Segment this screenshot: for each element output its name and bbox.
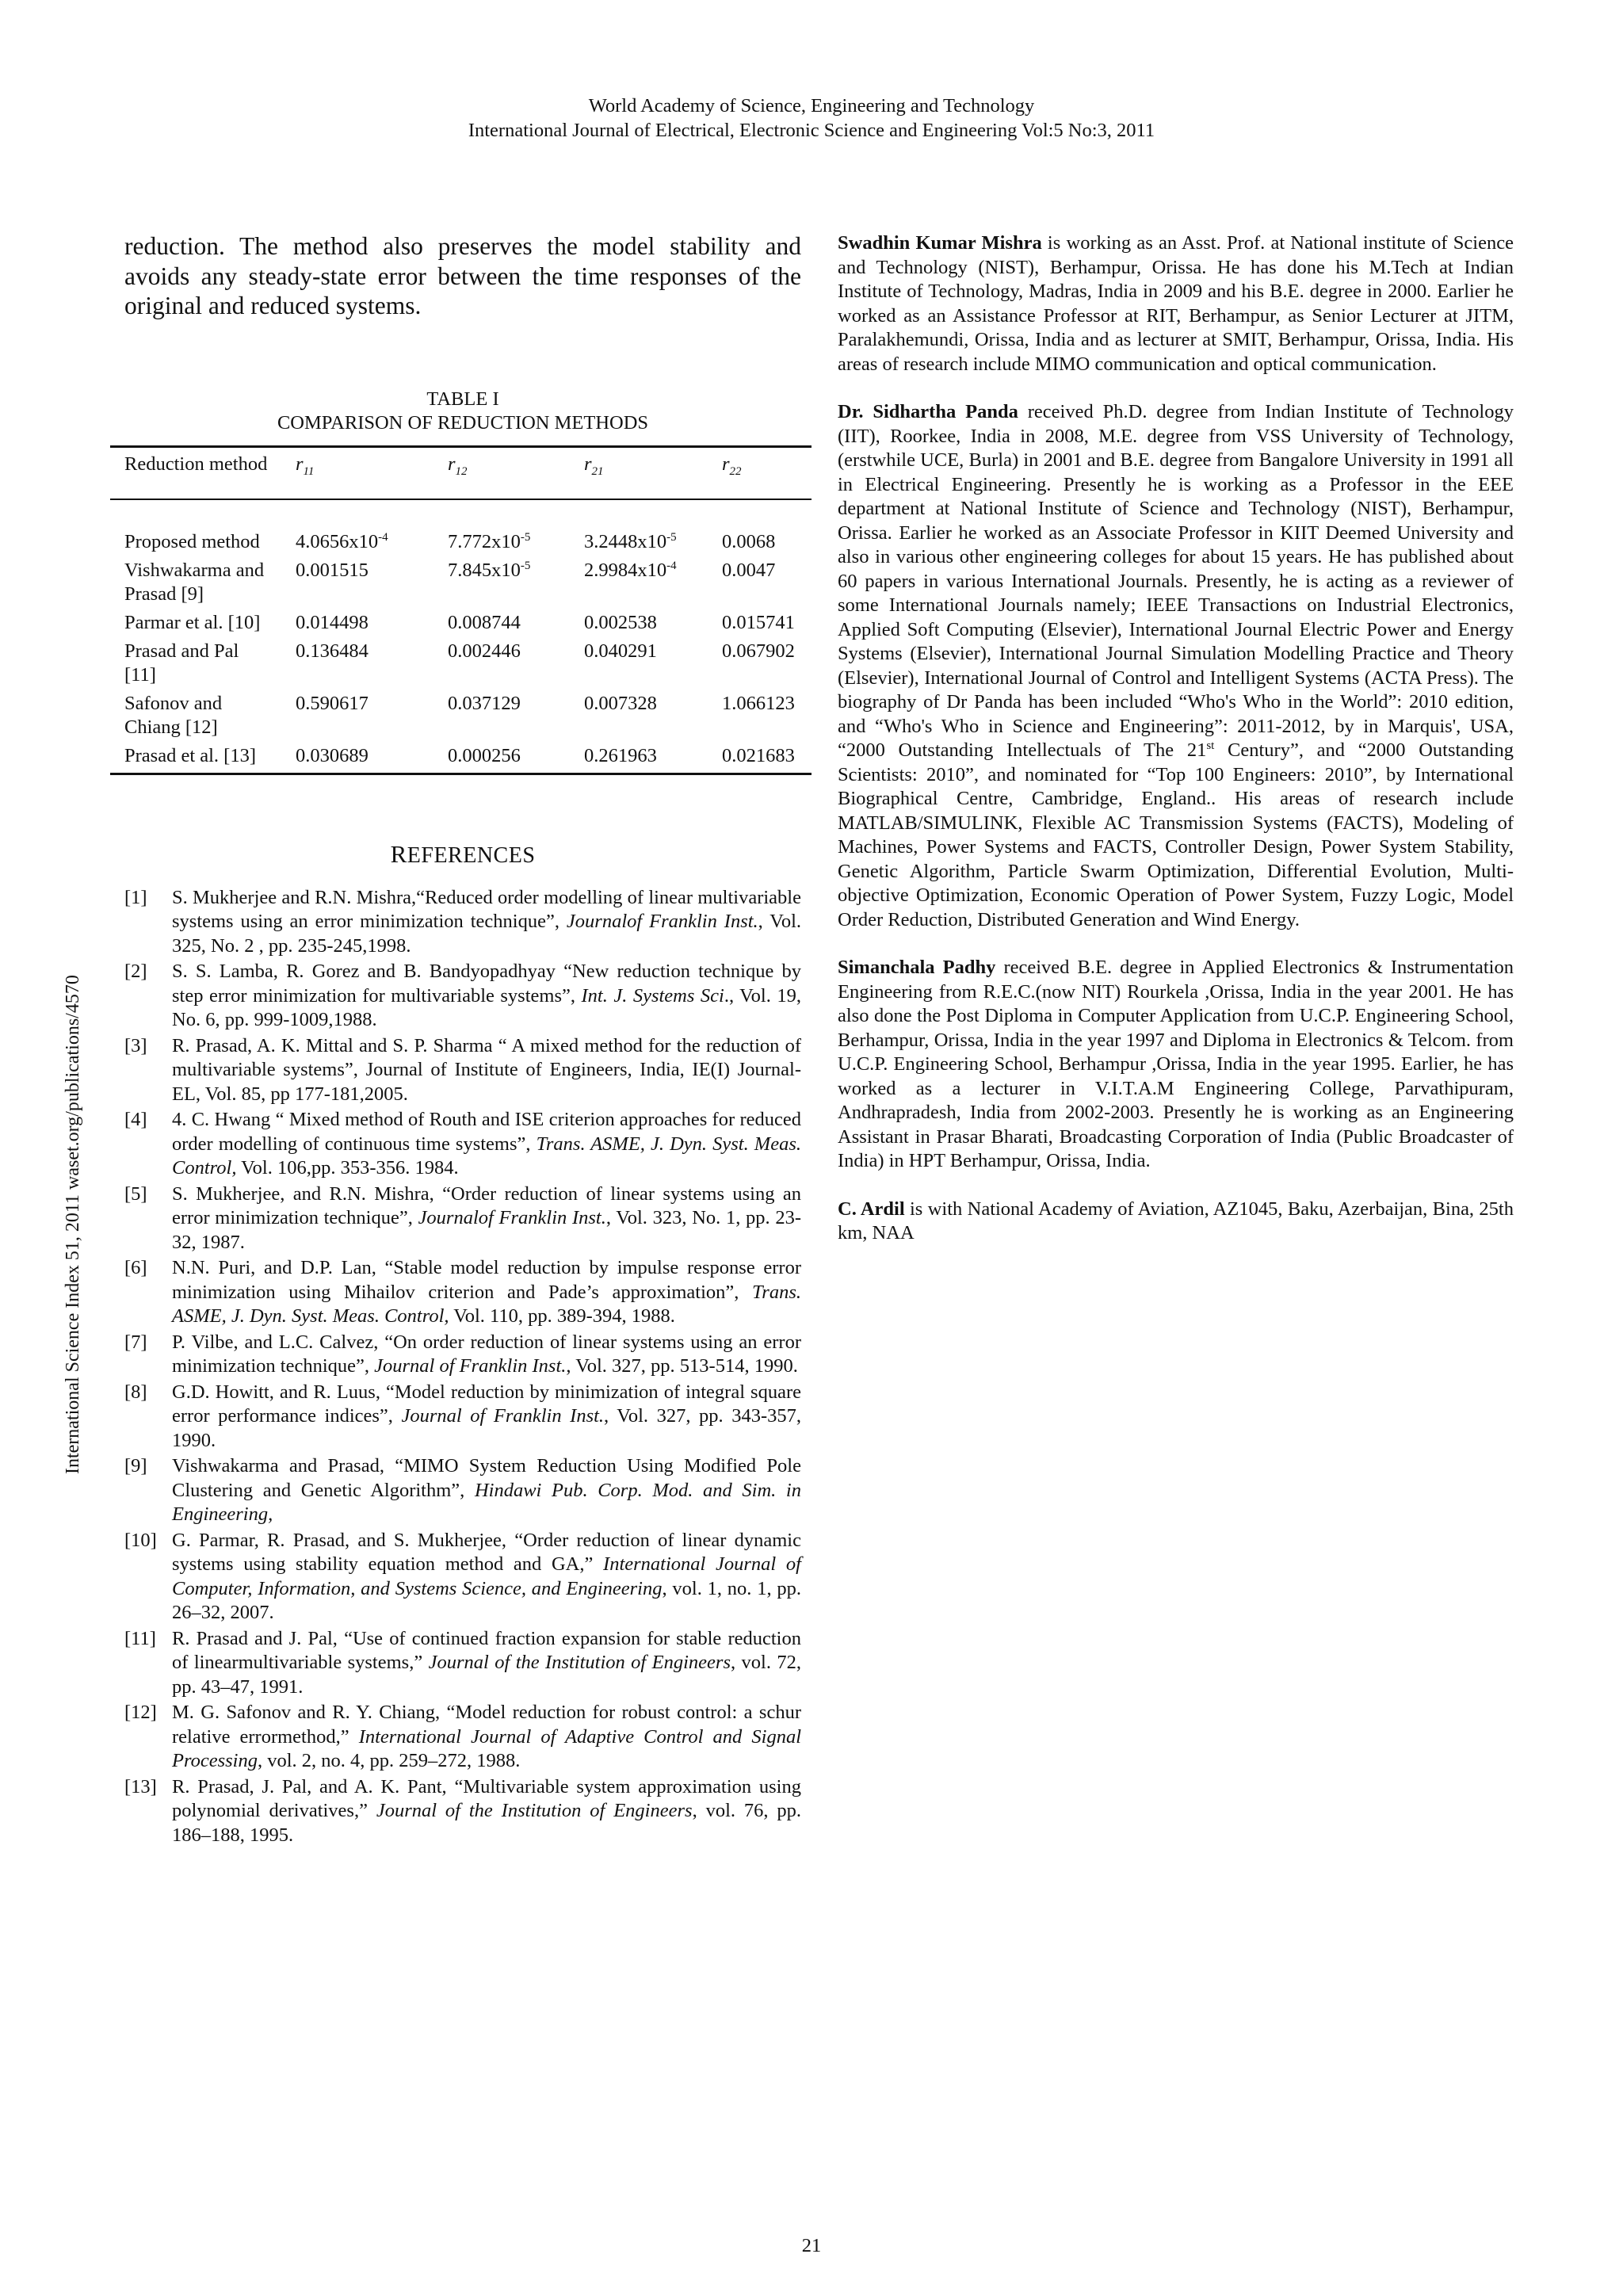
bio-text: received B.E. degree in Applied Electronics & Instrumentation Engineering from R.E.C.(now NIT) Rourkela ,Orissa, India in the year 2001. He has also done the Post Diploma in Computer Application from U.C.P. Engineering School, Berhampur, Orissa, India in the year 1997 and Diploma in Electronics & Telcom. from U.C.P. Engineering School, Berhampur ,Orissa, India in the year 1995. Earlier, he has worked as a lecturer in V.I.T.A.M Engineering College, Parvathipuram, Andhrapradesh, India from 2002-2003. Presently he is working as an Engineering Assistant in Prasar Bharati, Broadcasting Corporation of India (Public Broadcaster of India) in HPT Berhampur, Orissa, India. <box>838 957 1514 1171</box>
reference-segment: R. Prasad, A. K. Mittal and S. P. Sharma “ A mixed method for the reduction of multivariable systems”, Journal of Institute of Engineers, India, IE(I) Journal-EL, Vol. 85, pp 177-181,2005. <box>172 1034 801 1105</box>
reference-segment: Vol. 110, pp. 389-394, 1988. <box>449 1305 675 1327</box>
reference-source: Journal of Franklin Inst. <box>374 1355 567 1377</box>
reference-number: [6] <box>124 1257 147 1278</box>
cell-r11 <box>281 611 433 640</box>
cell-r12 <box>433 692 570 744</box>
reference-number: [1] <box>124 886 147 908</box>
reference-source: Journal of the Institution of Engineers <box>428 1652 731 1673</box>
cell-exponent: -5 <box>520 559 531 572</box>
table-row <box>110 692 812 744</box>
reference-segment: G. Parmar, R. Prasad, and S. Mukherjee, “Order reduction of linear dynamic systems using stability equation method and GA,” <box>172 1529 801 1575</box>
cell-r11 <box>281 744 433 774</box>
cell-value: 0.0068 <box>722 530 776 552</box>
cell-r22 <box>708 692 812 744</box>
reference-source: Trans. ASME, J. Dyn. Syst. Meas. Control, <box>172 1133 801 1179</box>
cell-r22 <box>708 611 812 640</box>
reference-item <box>124 1529 801 1626</box>
reference-number: [8] <box>124 1381 147 1403</box>
cell-value: 0.002446 <box>448 640 521 662</box>
table-caption <box>124 388 801 435</box>
cell-value: 7.845x10 <box>448 559 521 581</box>
author-biographies <box>838 231 1514 1246</box>
reference-segment: , Vol. 323, No. 1, pp. 23-32, 1987. <box>172 1207 801 1253</box>
reference-text <box>172 886 801 959</box>
table-title: COMPARISON OF REDUCTION METHODS <box>277 411 649 434</box>
reference-item <box>124 1034 801 1107</box>
reference-number: [9] <box>124 1455 147 1477</box>
reference-number: [4] <box>124 1109 147 1130</box>
cell-r22 <box>708 559 812 611</box>
header-r21-symbol: r <box>584 453 592 475</box>
left-column <box>124 231 801 1849</box>
reference-number: [2] <box>124 961 147 982</box>
reference-number: [11] <box>124 1627 156 1649</box>
reference-segment: , Vol. 327, pp. 513-514, 1990. <box>566 1355 798 1377</box>
reference-number: [3] <box>124 1034 147 1056</box>
reference-segment: , Vol. 327, pp. 343-357, 1990. <box>172 1405 801 1451</box>
reference-segment: , Vol. 325, No. 2 , pp. 235-245,1998. <box>172 911 802 957</box>
reference-text <box>172 1701 801 1774</box>
reference-number: [10] <box>124 1529 157 1551</box>
header-line-1: World Academy of Science, Engineering and Technology <box>588 95 1035 117</box>
cell-r11 <box>281 499 433 559</box>
cell-r21 <box>570 744 708 774</box>
cell-r11 <box>281 559 433 611</box>
cell-value: 0.008744 <box>448 611 521 633</box>
header-r22-sub: 22 <box>729 464 742 478</box>
reference-source: International Journal of Adaptive Control and Signal Processing <box>172 1725 801 1771</box>
reference-item <box>124 1627 801 1700</box>
reference-number: [7] <box>124 1331 147 1353</box>
cell-value: 0.037129 <box>448 692 521 714</box>
reference-item <box>124 1182 801 1255</box>
author-bio <box>838 1198 1514 1246</box>
reference-segment: Vishwakarma and Prasad, “MIMO System Reduction Using Modified Pole Clustering and Genetic Algorithm”, <box>172 1455 801 1501</box>
reference-segment: R. Prasad, J. Pal, and A. K. Pant, “Multivariable system approximation using polynomial derivatives,” <box>172 1775 801 1821</box>
header-r11-symbol: r <box>296 453 304 475</box>
reference-segment: G.D. Howitt, and R. Luus, “Model reduction by minimization of integral square error performance indices”, <box>172 1381 801 1427</box>
cell-value: 0.001515 <box>296 559 369 581</box>
header-r12-symbol: r <box>448 453 456 475</box>
bio-text: Century”, and “2000 Outstanding Scientists: 2010”, and nominated for “Top 100 Engineers: 2010”, by International Biographical Centre, Cambridge, England.. His areas of research include MATLAB/SIMULINK, Flexible AC Transmission Systems (FACTS), Modeling of Machines, Power Systems and FACTS, Controller Design, Power System Stability, Genetic Algorithm, Particle Swarm Optimization, Differential Evolution, Multi-objective Optimization, Economic Operation of Power System, Fuzzy Logic, Model Order Reduction, Distributed Generation and Wind Energy. <box>838 739 1514 930</box>
header-line-2: International Journal of Electrical, Electronic Science and Engineering Vol:5 No:3, 2011 <box>468 120 1155 141</box>
references-heading <box>124 840 801 869</box>
cell-method: Safonov and Chiang [12] <box>124 692 223 738</box>
reference-item <box>124 1331 801 1379</box>
references-heading-rest: EFERENCES <box>407 842 536 868</box>
cell-method: Prasad and Pal [11] <box>124 640 239 686</box>
reference-text <box>172 1034 801 1107</box>
table-row <box>110 559 812 611</box>
cell-r12 <box>433 640 570 692</box>
reference-source: Trans. ASME, J. Dyn. Syst. Meas. Control, <box>172 1281 801 1327</box>
cell-value: 0.0047 <box>722 559 776 581</box>
cell-value: 0.000256 <box>448 744 521 766</box>
cell-method: Vishwakarma and Prasad [9] <box>124 559 265 605</box>
reference-item <box>124 1108 801 1181</box>
cell-value: 0.015741 <box>722 611 795 633</box>
author-name: Dr. Sidhartha Panda <box>838 401 1018 422</box>
reference-segment: Vol. 106,pp. 353-356. 1984. <box>236 1157 459 1179</box>
cell-exponent: -4 <box>666 559 677 572</box>
bio-text: is with National Academy of Aviation, AZ1045, Baku, Azerbaijan, Bina, 25th km, NAA <box>838 1198 1514 1244</box>
cell-r22 <box>708 640 812 692</box>
cell-r21 <box>570 692 708 744</box>
cell-r22 <box>708 499 812 559</box>
cell-value: 0.007328 <box>584 692 657 714</box>
reference-number: [12] <box>124 1702 157 1723</box>
reference-segment: 4. C. Hwang “ Mixed method of Routh and ISE criterion approaches for reduced order modelling of continuous time systems”, <box>172 1109 801 1155</box>
author-bio <box>838 400 1514 932</box>
author-bio <box>838 956 1514 1174</box>
reference-segment: M. G. Safonov and R. Y. Chiang, “Model reduction for robust control: a schur relative errormethod,” <box>172 1702 801 1748</box>
reference-text <box>172 960 801 1033</box>
reference-segment: N.N. Puri, and D.P. Lan, “Stable model reduction by impulse response error minimization using Mihailov criterion and Pade’s approximation”, <box>172 1257 801 1303</box>
bio-superscript: st <box>1206 739 1215 752</box>
cell-method: Proposed method <box>124 530 260 552</box>
reference-segment: S. Mukherjee, and R.N. Mishra, “Order reduction of linear systems using an error minimization technique”, <box>172 1182 801 1228</box>
reference-source: Int. J. Systems Sci <box>581 984 724 1007</box>
reference-segment: R. Prasad and J. Pal, “Use of continued fraction expansion for stable reduction of linearmultivariable systems,” <box>172 1627 801 1673</box>
cell-exponent: -5 <box>666 530 677 544</box>
cell-value: 0.002538 <box>584 611 657 633</box>
header-r22 <box>708 446 812 499</box>
cell-r21 <box>570 559 708 611</box>
references-list <box>124 886 801 1848</box>
reference-text <box>172 1454 801 1527</box>
reference-segment: ., Vol. 19, No. 6, pp. 999-1009,1988. <box>172 984 801 1030</box>
reference-segment: S. Mukherjee and R.N. Mishra,“Reduced order modelling of linear multivariable systems using an error minimization technique”, <box>172 886 801 932</box>
reference-text <box>172 1529 801 1626</box>
journal-header <box>0 94 1623 143</box>
reference-text <box>172 1381 801 1454</box>
cell-r11 <box>281 640 433 692</box>
author-name: Swadhin Kumar Mishra <box>838 232 1042 254</box>
cell-exponent: -4 <box>378 530 388 544</box>
reference-item <box>124 886 801 959</box>
cell-r22 <box>708 744 812 774</box>
cell-r12 <box>433 744 570 774</box>
intro-paragraph: reduction. The method also preserves the model stability and avoids any steady-state error between the time responses of the original and reduced systems. <box>124 232 801 319</box>
cell-exponent: -5 <box>520 530 531 544</box>
header-r21 <box>570 446 708 499</box>
reference-source: Journal of Franklin Inst. <box>401 1405 605 1427</box>
reference-item <box>124 1454 801 1527</box>
cell-value: 0.261963 <box>584 744 657 766</box>
cell-r21 <box>570 611 708 640</box>
table-row <box>110 499 812 559</box>
cell-value: 0.590617 <box>296 692 369 714</box>
reference-item <box>124 1775 801 1848</box>
cell-value: 0.136484 <box>296 640 369 662</box>
cell-r12 <box>433 611 570 640</box>
cell-value: 0.030689 <box>296 744 369 766</box>
header-r21-sub: 21 <box>591 464 604 478</box>
author-name: Simanchala Padhy <box>838 957 996 978</box>
reference-item <box>124 1701 801 1774</box>
table-row <box>110 640 812 692</box>
reference-text <box>172 1627 801 1700</box>
reference-text <box>172 1256 801 1329</box>
reference-source: Journal of the Institution of Engineers <box>376 1800 693 1821</box>
cell-r21 <box>570 499 708 559</box>
cell-value: 0.040291 <box>584 640 657 662</box>
reference-segment: , vol. 72, pp. 43–47, 1991. <box>172 1652 801 1698</box>
right-column <box>838 231 1514 1270</box>
cell-r21 <box>570 640 708 692</box>
table-body <box>110 499 812 774</box>
page-number: 21 <box>801 2235 822 2256</box>
cell-value: 0.067902 <box>722 640 795 662</box>
reference-segment: P. Vilbe, and L.C. Calvez, “On order reduction of linear systems using an error minimization technique”, <box>172 1331 801 1377</box>
reference-text <box>172 1775 801 1848</box>
reference-source: Journalof Franklin Inst. <box>418 1207 606 1228</box>
comparison-table <box>110 445 812 775</box>
table-row <box>110 744 812 774</box>
reference-source: Hindawi Pub. Corp. Mod. and Sim. in Engineering, <box>172 1479 801 1525</box>
cell-value: 3.2448x10 <box>584 530 667 552</box>
cell-r11 <box>281 692 433 744</box>
cell-method: Prasad et al. [13] <box>110 744 281 774</box>
reference-number: [5] <box>124 1182 147 1205</box>
reference-segment: , vol. 76, pp. 186–188, 1995. <box>172 1800 801 1846</box>
cell-r12 <box>433 559 570 611</box>
reference-item <box>124 1256 801 1329</box>
bio-text: received Ph.D. degree from Indian Institute of Technology (IIT), Roorkee, India in 2008, M.E. degree from VSS University of Technology, (erstwhile UCE, Burla) in 2001 and B.E. degree from Bangalore University in 1991 all in Electrical Engineering. Presently he is working as a Professor in the EEE department at National Institute of Science and Technology (NIST), Berhampur, Orissa. Earlier he worked as an Associate Professor in KIIT Deemed University and also in various other engineering colleges for about 15 years. He has published about 60 papers in various International Journals. Presently, he is acting as a reviewer of some International Journals namely; IEEE Transactions on Industrial Electronics, Applied Soft Computing (Elsevier), International Journal Electric Power and Energy Systems (Elsevier), International Journal Simulation Modelling Practice and Theory (Elsevier), International Journal of Control and Intelligent Systems (ACTA Press). The biography of Dr Panda has been included “Who's Who in the World”: 2010 edition, and “Who's Who in Science and Engineering”: 2011-2012, by in Marquis', USA, “2000 Outstanding Intellectuals of The 21 <box>838 401 1514 761</box>
header-r12 <box>433 446 570 499</box>
reference-segment: , vol. 2, no. 4, pp. 259–272, 1988. <box>257 1750 521 1771</box>
reference-text <box>172 1331 801 1379</box>
cell-value: 0.014498 <box>296 611 369 633</box>
reference-text <box>172 1108 801 1181</box>
header-r12-sub: 12 <box>455 464 468 478</box>
reference-segment: S. S. Lamba, R. Gorez and B. Bandyopadhyay “New reduction technique by step error minimization for multivariable systems”, <box>172 961 801 1007</box>
cell-method: Parmar et al. [10] <box>124 611 261 633</box>
header-method: Reduction method <box>110 446 281 499</box>
cell-value: 1.066123 <box>722 692 795 714</box>
reference-source: Journalof Franklin Inst. <box>566 911 758 932</box>
cell-value: 0.021683 <box>722 744 795 766</box>
cell-value: 7.772x10 <box>448 530 521 552</box>
cell-value: 4.0656x10 <box>296 530 379 552</box>
cell-value: 2.9984x10 <box>584 559 667 581</box>
author-name: C. Ardil <box>838 1198 905 1220</box>
author-bio <box>838 231 1514 376</box>
reference-item <box>124 960 801 1033</box>
sidebar-index-text: International Science Index 51, 2011 waset.org/publications/4570 <box>63 975 83 1474</box>
table-row <box>110 611 812 640</box>
table-label: TABLE I <box>426 388 499 410</box>
cell-r12 <box>433 499 570 559</box>
reference-text <box>172 1182 801 1255</box>
header-r11-sub: 11 <box>303 464 315 478</box>
reference-item <box>124 1381 801 1454</box>
reference-segment: , vol. 1, no. 1, pp. 26–32, 2007. <box>172 1577 801 1623</box>
reference-source: International Journal of Computer, Information, and Systems Science, and Engineering <box>172 1553 801 1599</box>
references-heading-initial: R <box>390 839 407 868</box>
header-r11 <box>281 446 433 499</box>
reference-number: [13] <box>124 1775 157 1797</box>
header-r22-symbol: r <box>722 453 730 475</box>
table-header-row <box>110 446 812 499</box>
bio-text: is working as an Asst. Prof. at National institute of Science and Technology (NIST), Berhampur, Orissa. He has done his M.Tech at Indian Institute of Technology, Madras, India in 2009 and his B.E. degree in 2000. Earlier he worked as an Assistance Professor at RIT, Berhampur, as Senior Lecturer at JITM, Paralakhemundi, Orissa, India and as lecturer at SMIT, Berhampur, Orissa, India. His areas of research include MIMO communication and optical communication. <box>838 232 1514 375</box>
